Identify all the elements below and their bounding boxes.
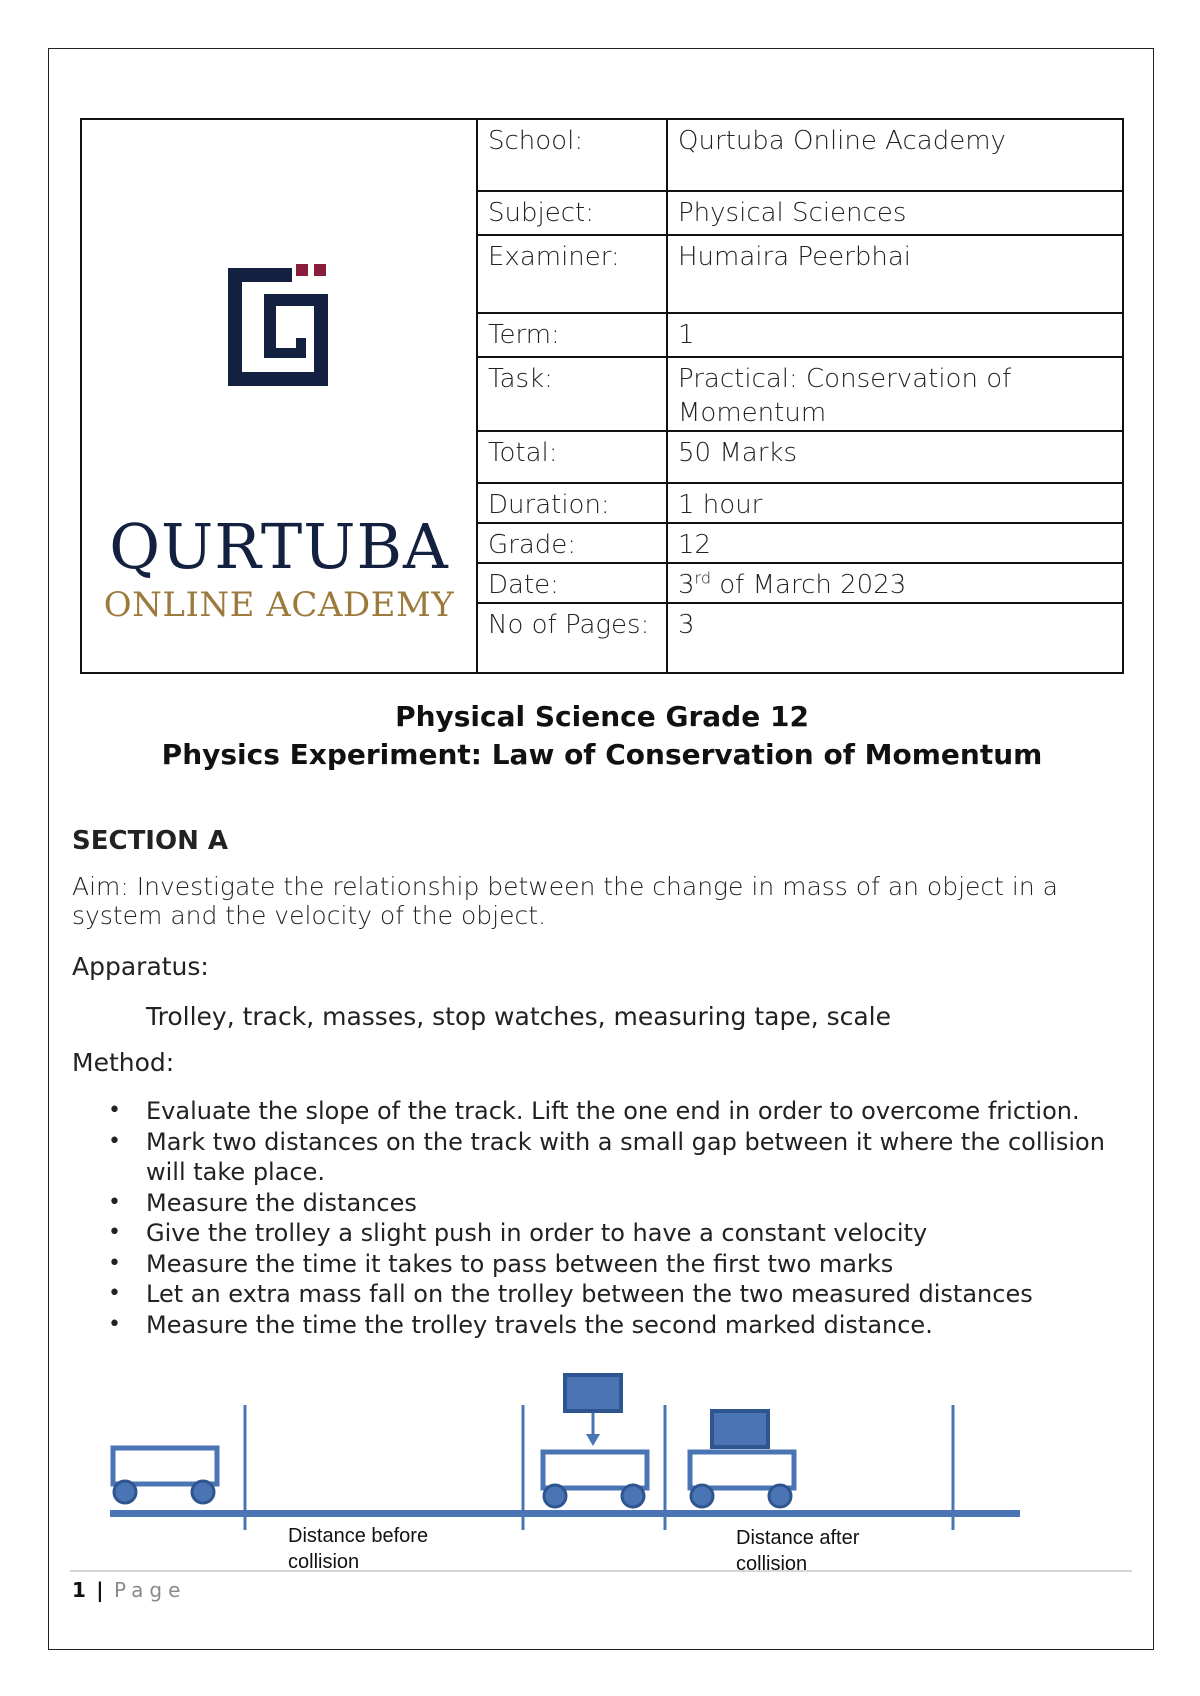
page-footer: [72, 1578, 186, 1602]
examiner-label: Examiner:: [477, 235, 667, 313]
grade-value: 12: [667, 523, 1123, 563]
total-label: Total:: [477, 431, 667, 483]
section-heading: SECTION A: [72, 826, 229, 856]
pages-label: No of Pages:: [477, 603, 667, 673]
school-label: School:: [477, 119, 667, 191]
logo-mark-icon: [228, 264, 328, 390]
task-label: Task:: [477, 357, 667, 431]
term-label: Term:: [477, 313, 667, 357]
aim-text: Aim: Investigate the relationship between the change in mass of an object in a system and the velocity of the object.: [72, 872, 1058, 930]
date-rest: of March 2023: [711, 570, 907, 600]
apparatus-label: Apparatus:: [72, 952, 209, 981]
trolley-2: [543, 1452, 647, 1507]
method-step: • Evaluate the slope of the track. Lift the one end in order to overcome friction.: [72, 1096, 1142, 1127]
title-line-1: Physical Science Grade 12: [395, 700, 809, 733]
date-label: Date:: [477, 563, 667, 603]
label-before-1: Distance before: [288, 1525, 429, 1547]
method-step: • Measure the time the trolley travels the second marked distance.: [72, 1310, 1142, 1341]
method-label: Method:: [72, 1048, 175, 1077]
method-step: • Give the trolley a slight push in order to have a constant velocity: [72, 1218, 1142, 1249]
page-label: Page: [113, 1578, 187, 1602]
footer-separator: |: [96, 1578, 104, 1602]
date-value: [667, 563, 1123, 603]
pages-value: 3: [667, 603, 1123, 673]
label-after-2: collision: [736, 1553, 808, 1575]
method-step: • Measure the time it takes to pass between the first two marks: [72, 1249, 1142, 1280]
task-value: Practical: Conservation of Momentum: [667, 357, 1123, 431]
label-before-2: collision: [288, 1551, 360, 1573]
combined-mass: [712, 1411, 768, 1447]
footer-divider: [70, 1570, 1132, 1572]
apparatus-items: Trolley, track, masses, stop watches, measuring tape, scale: [146, 1002, 892, 1031]
fall-arrowhead: [586, 1434, 600, 1446]
falling-mass: [565, 1375, 621, 1411]
grade-label: Grade:: [477, 523, 667, 563]
method-list: [72, 1096, 1142, 1340]
subject-label: Subject:: [477, 191, 667, 235]
label-after-1: Distance after: [736, 1527, 860, 1549]
total-value: 50 Marks: [667, 431, 1123, 483]
method-step: • Mark two distances on the track with a small gap between it where the collision will take place.: [72, 1127, 1142, 1188]
document-title: [80, 698, 1124, 774]
examiner-value: Humaira Peerbhai: [667, 235, 1123, 313]
experiment-diagram: [100, 1360, 1030, 1580]
school-value: Qurtuba Online Academy: [667, 119, 1123, 191]
trolley-1: [113, 1448, 217, 1503]
header-table: [80, 118, 1124, 674]
method-step: • Measure the distances: [72, 1188, 1142, 1219]
term-value: 1: [667, 313, 1123, 357]
page-number: 1: [72, 1578, 86, 1602]
logo-tagline: ONLINE ACADEMY: [103, 585, 455, 625]
logo-cell: [81, 119, 477, 673]
subject-value: Physical Sciences: [667, 191, 1123, 235]
method-step: • Let an extra mass fall on the trolley between the two measured distances: [72, 1279, 1142, 1310]
duration-value: 1 hour: [667, 483, 1123, 523]
trolley-3: [690, 1452, 794, 1507]
duration-label: Duration:: [477, 483, 667, 523]
date-suffix: rd: [694, 568, 711, 588]
date-day: 3: [678, 570, 695, 600]
title-line-2: Physics Experiment: Law of Conservation of Momentum: [161, 738, 1043, 771]
logo-name: QURTUBA: [109, 510, 449, 583]
